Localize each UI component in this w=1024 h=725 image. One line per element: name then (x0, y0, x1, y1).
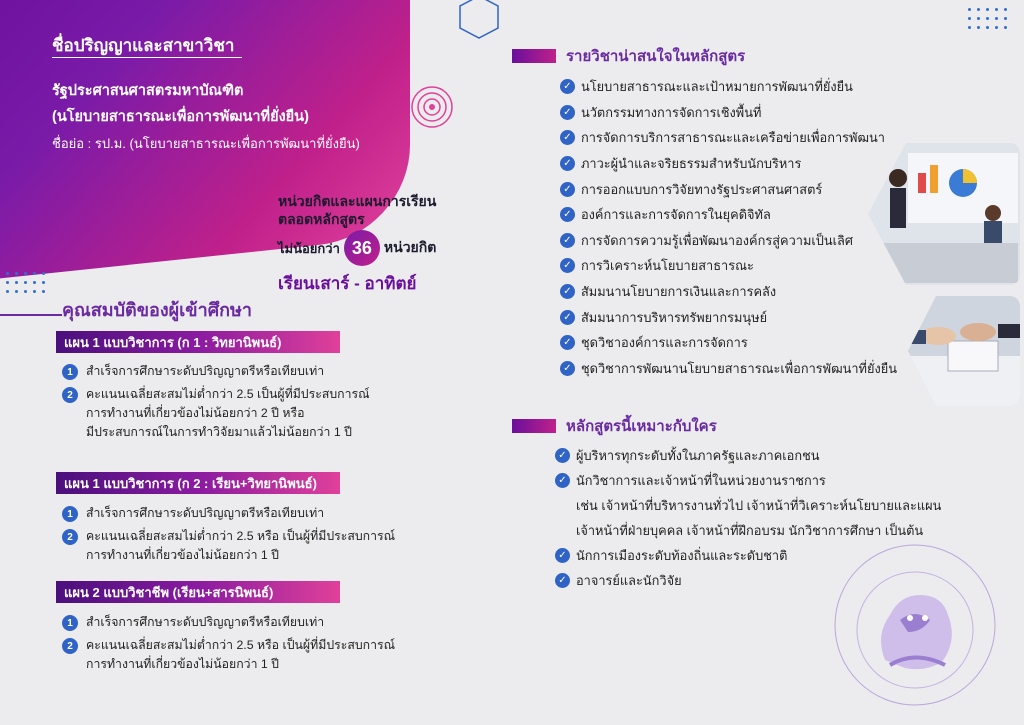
number-badge: 2 (62, 529, 78, 545)
check-icon: ✓ (560, 105, 575, 120)
list-item: ✓ นโยบายสาธารณะและเป้าหมายการพัฒนาที่ยั่งยืน (560, 74, 897, 100)
credit-prefix: ไม่น้อยกว่า (278, 240, 340, 256)
plan-3-items (62, 613, 395, 678)
list-item: ✓ นักวิชาการและเจ้าหน้าที่ในหน่วยงานราชการ เช่น เจ้าหน้าที่บริหารงานทั่วไป เจ้าหน้าที่วิเคราะห์นโยบายและแผน เจ้าหน้าที่ฝ่ายบุคคล เจ้าหน้าที่ฝึกอบรม นักวิชาการศึกษา เป็นต้น (555, 468, 941, 543)
check-icon: ✓ (555, 548, 570, 563)
study-schedule: เรียนเสาร์ - อาทิตย์ (278, 274, 417, 293)
number-badge: 1 (62, 615, 78, 631)
credit-line-1: หน่วยกิตและแผนการเรียน (278, 193, 437, 209)
hexagon-outline-icon (458, 0, 500, 40)
list-item: ✓ การวิเคราะห์นโยบายสาธารณะ (560, 253, 897, 279)
check-icon: ✓ (560, 130, 575, 145)
check-icon: ✓ (555, 573, 570, 588)
courses-list (560, 74, 897, 381)
plan-2-header: แผน 1 แบบวิชาการ (ก 2 : เรียน+วิทยานิพนธ์) (56, 472, 340, 494)
list-item: ✓ ชุดวิชาองค์การและการจัดการ (560, 330, 897, 356)
suitable-heading: หลักสูตรนี้เหมาะกับใคร (566, 418, 717, 435)
meeting-photo (868, 143, 1020, 285)
degree-abbreviation: ชื่อย่อ : รป.ม. (นโยบายสาธารณะเพื่อการพัฒนาที่ยั่งยืน) (52, 136, 360, 151)
check-icon: ✓ (560, 335, 575, 350)
courses-heading-block (512, 44, 745, 68)
plan-3-header: แผน 2 แบบวิชาชีพ (เรียน+สารนิพนธ์) (56, 581, 340, 603)
list-item: 2 คะแนนเฉลี่ยสะสมไม่ต่ำกว่า 2.5 เป็นผู้ที่มีประสบการณ์ การทำงานที่เกี่ยวข้องไม่น้อยกว่า 2 ปี หรือ มีประสบการณ์ในการทำวิจัยมาแล้วไม่น้อยกว่า 1 ปี (62, 385, 370, 442)
check-icon: ✓ (560, 284, 575, 299)
list-item: ✓ การออกแบบการวิจัยทางรัฐประศาสนศาสตร์ (560, 176, 897, 202)
courses-heading: รายวิชาน่าสนใจในหลักสูตร (566, 48, 746, 65)
list-item: ✓ ชุดวิชาการพัฒนานโยบายสาธารณะเพื่อการพัฒนาที่ยั่งยืน (560, 356, 897, 382)
list-item: ✓ อาจารย์และนักวิจัย (555, 568, 941, 593)
check-icon: ✓ (555, 473, 570, 488)
title-underline (52, 57, 242, 58)
dot-grid-left (6, 272, 45, 293)
plan-1-items (62, 362, 370, 446)
qualifications-accent-bar (0, 314, 62, 316)
courses-accent-bar (512, 49, 556, 63)
list-item: ✓ สัมมนาการบริหารทรัพยากรมนุษย์ (560, 304, 897, 330)
list-item: ✓ ภาวะผู้นำและจริยธรรมสำหรับนักบริหาร (560, 151, 897, 177)
list-item: 2 คะแนนเฉลี่ยสะสมไม่ต่ำกว่า 2.5 หรือ เป็นผู้ที่มีประสบการณ์ การทำงานที่เกี่ยวข้องไม่น้อยกว่า 1 ปี (62, 636, 395, 674)
list-item: ✓ นวัตกรรมทางการจัดการเชิงพื้นที่ (560, 100, 897, 126)
list-item: ✓ การจัดการความรู้เพื่อพัฒนาองค์กรสู่ความเป็นเลิศ (560, 228, 897, 254)
list-item: ✓ สัมมนานโยบายการเงินและการคลัง (560, 279, 897, 305)
check-icon: ✓ (560, 233, 575, 248)
section-title-degree: ชื่อปริญญาและสาขาวิชา (52, 36, 235, 55)
list-item: ✓ ผู้บริหารทุกระดับทั้งในภาครัฐและภาคเอกชน (555, 443, 941, 468)
number-badge: 1 (62, 506, 78, 522)
list-item: ✓ องค์การและการจัดการในยุคดิจิทัล (560, 202, 897, 228)
credit-info (278, 192, 508, 297)
degree-line-2: (นโยบายสาธารณะเพื่อการพัฒนาที่ยั่งยืน) (52, 109, 309, 125)
credit-number-badge: 36 (344, 230, 380, 266)
check-icon: ✓ (560, 156, 575, 171)
list-item: 2 คะแนนเฉลี่ยสะสมไม่ต่ำกว่า 2.5 หรือ เป็นผู้ที่มีประสบการณ์ การทำงานที่เกี่ยวข้องไม่น้อยกว่า 1 ปี (62, 527, 395, 565)
check-icon: ✓ (560, 258, 575, 273)
qualifications-heading: คุณสมบัติของผู้เข้าศึกษา (62, 300, 253, 320)
dot-grid-top-right (968, 8, 1007, 29)
list-item: ✓ การจัดการบริการสาธารณะและเครือข่ายเพื่อการพัฒนา (560, 125, 897, 151)
plan-1-header: แผน 1 แบบวิชาการ (ก 1 : วิทยานิพนธ์) (56, 331, 340, 353)
plan-2-items (62, 504, 395, 569)
university-seal-logo (830, 540, 1000, 710)
handshake-photo (908, 296, 1020, 406)
list-item: ✓ นักการเมืองระดับท้องถิ่นและระดับชาติ (555, 543, 941, 568)
number-badge: 2 (62, 387, 78, 403)
suitable-heading-block (512, 414, 717, 438)
suitable-accent-bar (512, 419, 556, 433)
list-item: 1 สำเร็จการศึกษาระดับปริญญาตรีหรือเทียบเท่า (62, 504, 395, 523)
credit-unit: หน่วยกิต (383, 239, 437, 255)
list-item: 1 สำเร็จการศึกษาระดับปริญญาตรีหรือเทียบเท่า (62, 613, 395, 632)
number-badge: 1 (62, 364, 78, 380)
number-badge: 2 (62, 638, 78, 654)
check-icon: ✓ (560, 310, 575, 325)
check-icon: ✓ (555, 448, 570, 463)
degree-line-1: รัฐประศาสนศาสตรมหาบัณฑิต (52, 83, 244, 99)
check-icon: ✓ (560, 79, 575, 94)
check-icon: ✓ (560, 207, 575, 222)
concentric-rings-icon (410, 85, 454, 129)
check-icon: ✓ (560, 182, 575, 197)
credit-line-2: ตลอดหลักสูตร (278, 211, 365, 227)
list-item: 1 สำเร็จการศึกษาระดับปริญญาตรีหรือเทียบเท่า (62, 362, 370, 381)
check-icon: ✓ (560, 361, 575, 376)
degree-name (52, 78, 309, 130)
